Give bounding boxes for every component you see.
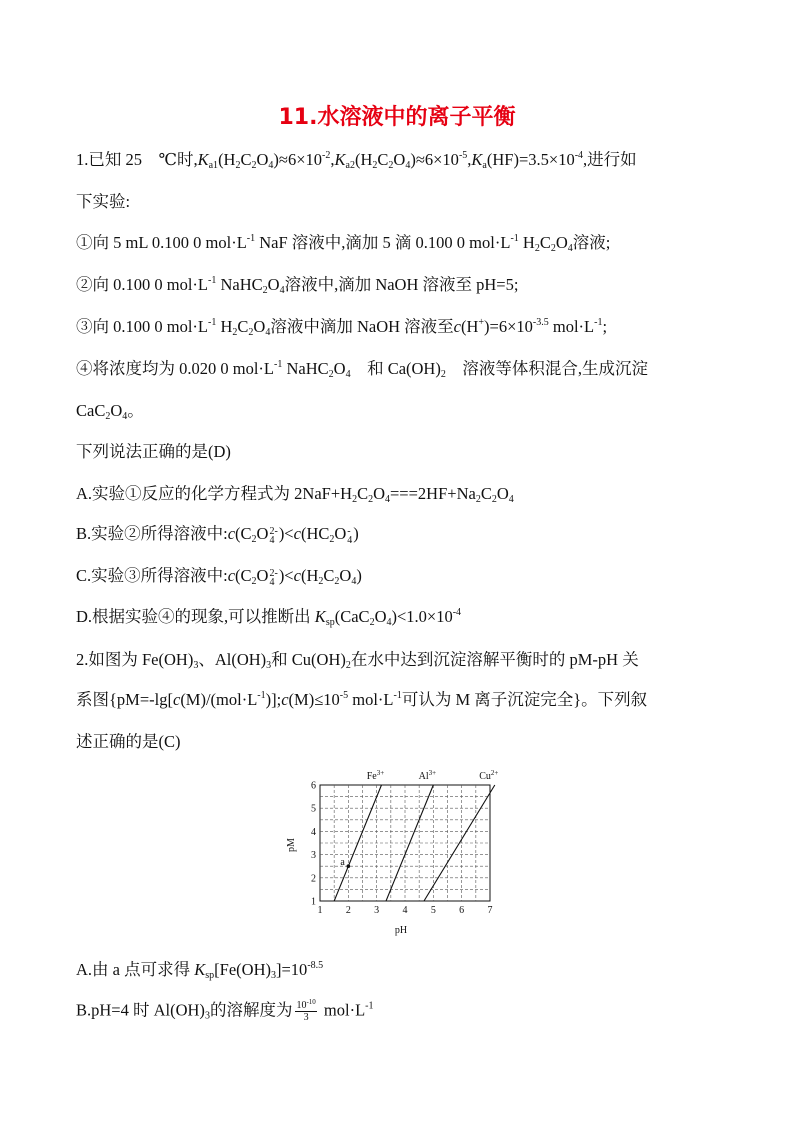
q1-question: 下列说法正确的是(D) [76, 442, 231, 461]
q1-experiment-4: ④将浓度均为 0.020 0 $mol\cdot L^{-1}$ $NaHC_2O_4$ 和 $Ca(OH)_2$ 溶液等体积混合,生成沉淀 [76, 359, 648, 380]
y-tick-label: 2 [311, 873, 316, 885]
q1-option-a: A.实验①反应的化学方程式为 $2NaF+H_2C_2O_4===2HF+Na_2C_2O_4$ [76, 484, 514, 505]
x-tick-label: 3 [374, 905, 380, 916]
chart-ticks [311, 781, 493, 917]
chart-series [334, 769, 498, 901]
point-a-marker [347, 864, 351, 868]
x-tick-label: 5 [430, 905, 436, 916]
q1-experiment-1: ①向 5 mL 0.100 0 $mol\cdot L^{-1}$ NaF 溶液中,滴加 5 滴 0.100 0 $mol\cdot L^{-1}$ $H_2C_2O_4$溶液; [76, 233, 611, 254]
q1-option-c: C.实验③所得溶液中$:c(C_2O$ 2- 4 )$<c(H_2C_2O_4)$ [76, 566, 362, 588]
q1-line-2: 下实验: [76, 192, 131, 211]
y-tick-label: 5 [311, 803, 316, 815]
y-tick-label: 1 [311, 896, 316, 908]
q1-option-b: B.实验②所得溶液中$:c(C_2O$ 2- 4 )$<c(HC_2O$ - 4 ) [76, 524, 359, 546]
x-tick-label: 1 [317, 905, 323, 916]
y-axis-label: pM [286, 838, 297, 852]
x-tick-label: 6 [459, 905, 465, 916]
x-tick-label: 2 [345, 905, 351, 916]
q2-option-b: B.pH=4 时 $Al(OH)_3$的溶解度为 $\frac{10^{-10}}{3}$ $mol\cdot L^{-1}$ [76, 998, 374, 1023]
q1-experiment-4-cont: $CaC_2O_4$。 [76, 401, 144, 422]
y-tick-label: 4 [311, 826, 316, 838]
series-label: $Al^{3+}$ [418, 769, 437, 782]
q2-line-3: 述正确的是(C) [76, 732, 181, 751]
solubility-fraction: $\frac{10^{-10}}{3}$ [296, 998, 316, 1023]
section-title: 11.水溶液中的离子平衡 [278, 105, 516, 130]
pm-ph-chart [270, 763, 510, 945]
q1-experiment-2: ②向 0.100 0 $mol\cdot L^{-1}$ $NaHC_2O_4$溶液中,滴加 NaOH 溶液至 pH=5; [76, 275, 519, 296]
x-tick-label: 4 [402, 905, 408, 916]
chart-grid [320, 785, 490, 901]
q1-line-1: 1.已知 25 ℃时$,K_{a1}(H_2C_2O_4)\approx 6\times 10^{-2},K_{a2}(H_2C_2O_4)\approx 6\times 10^{-5},K_a(HF)=3.5\times 10^{-4}$,进行如 [76, 150, 637, 171]
q2-line-2: 系图{$pM=-\lg[c(M)/(mol\cdot L^{-1})];c(M)\le 10^{-5}$ $mol\cdot L^{-1}$可认为 M 离子沉淀完全}。下列叙 [76, 690, 648, 709]
q1-option-d: D.根据实验④的现象,可以推断出 $K_{sp}(CaC_2O_4)<1.0\times 10^{-4}$ [76, 607, 462, 628]
series-label: $Fe^{3+}$ [366, 769, 385, 782]
q2-line-1: 2.如图为 $Fe(OH)_3$、$Al(OH)_3$和 $Cu(OH)_2$在水中达到沉淀溶解平衡时的 pM-pH 关 [76, 650, 639, 671]
x-axis-label: pH [394, 925, 408, 936]
point-a-label: a [340, 857, 345, 869]
series-label: $Cu^{2+}$ [479, 769, 499, 782]
x-tick-label: 7 [487, 905, 493, 916]
series-line [424, 785, 495, 901]
y-tick-label: 6 [311, 780, 316, 792]
q1-experiment-3: ③向 0.100 0 $mol\cdot L^{-1}$ $H_2C_2O_4$溶液中滴加 NaOH 溶液至$c(H^+)=6\times 10^{-3.5}$ $mol\cdot L^{-1}$; [76, 317, 608, 338]
y-tick-label: 3 [311, 850, 316, 862]
q2-option-a: A.由 a 点可求得 $K_{sp}[Fe(OH)_3]=10^{-8.5}$ [76, 960, 324, 981]
